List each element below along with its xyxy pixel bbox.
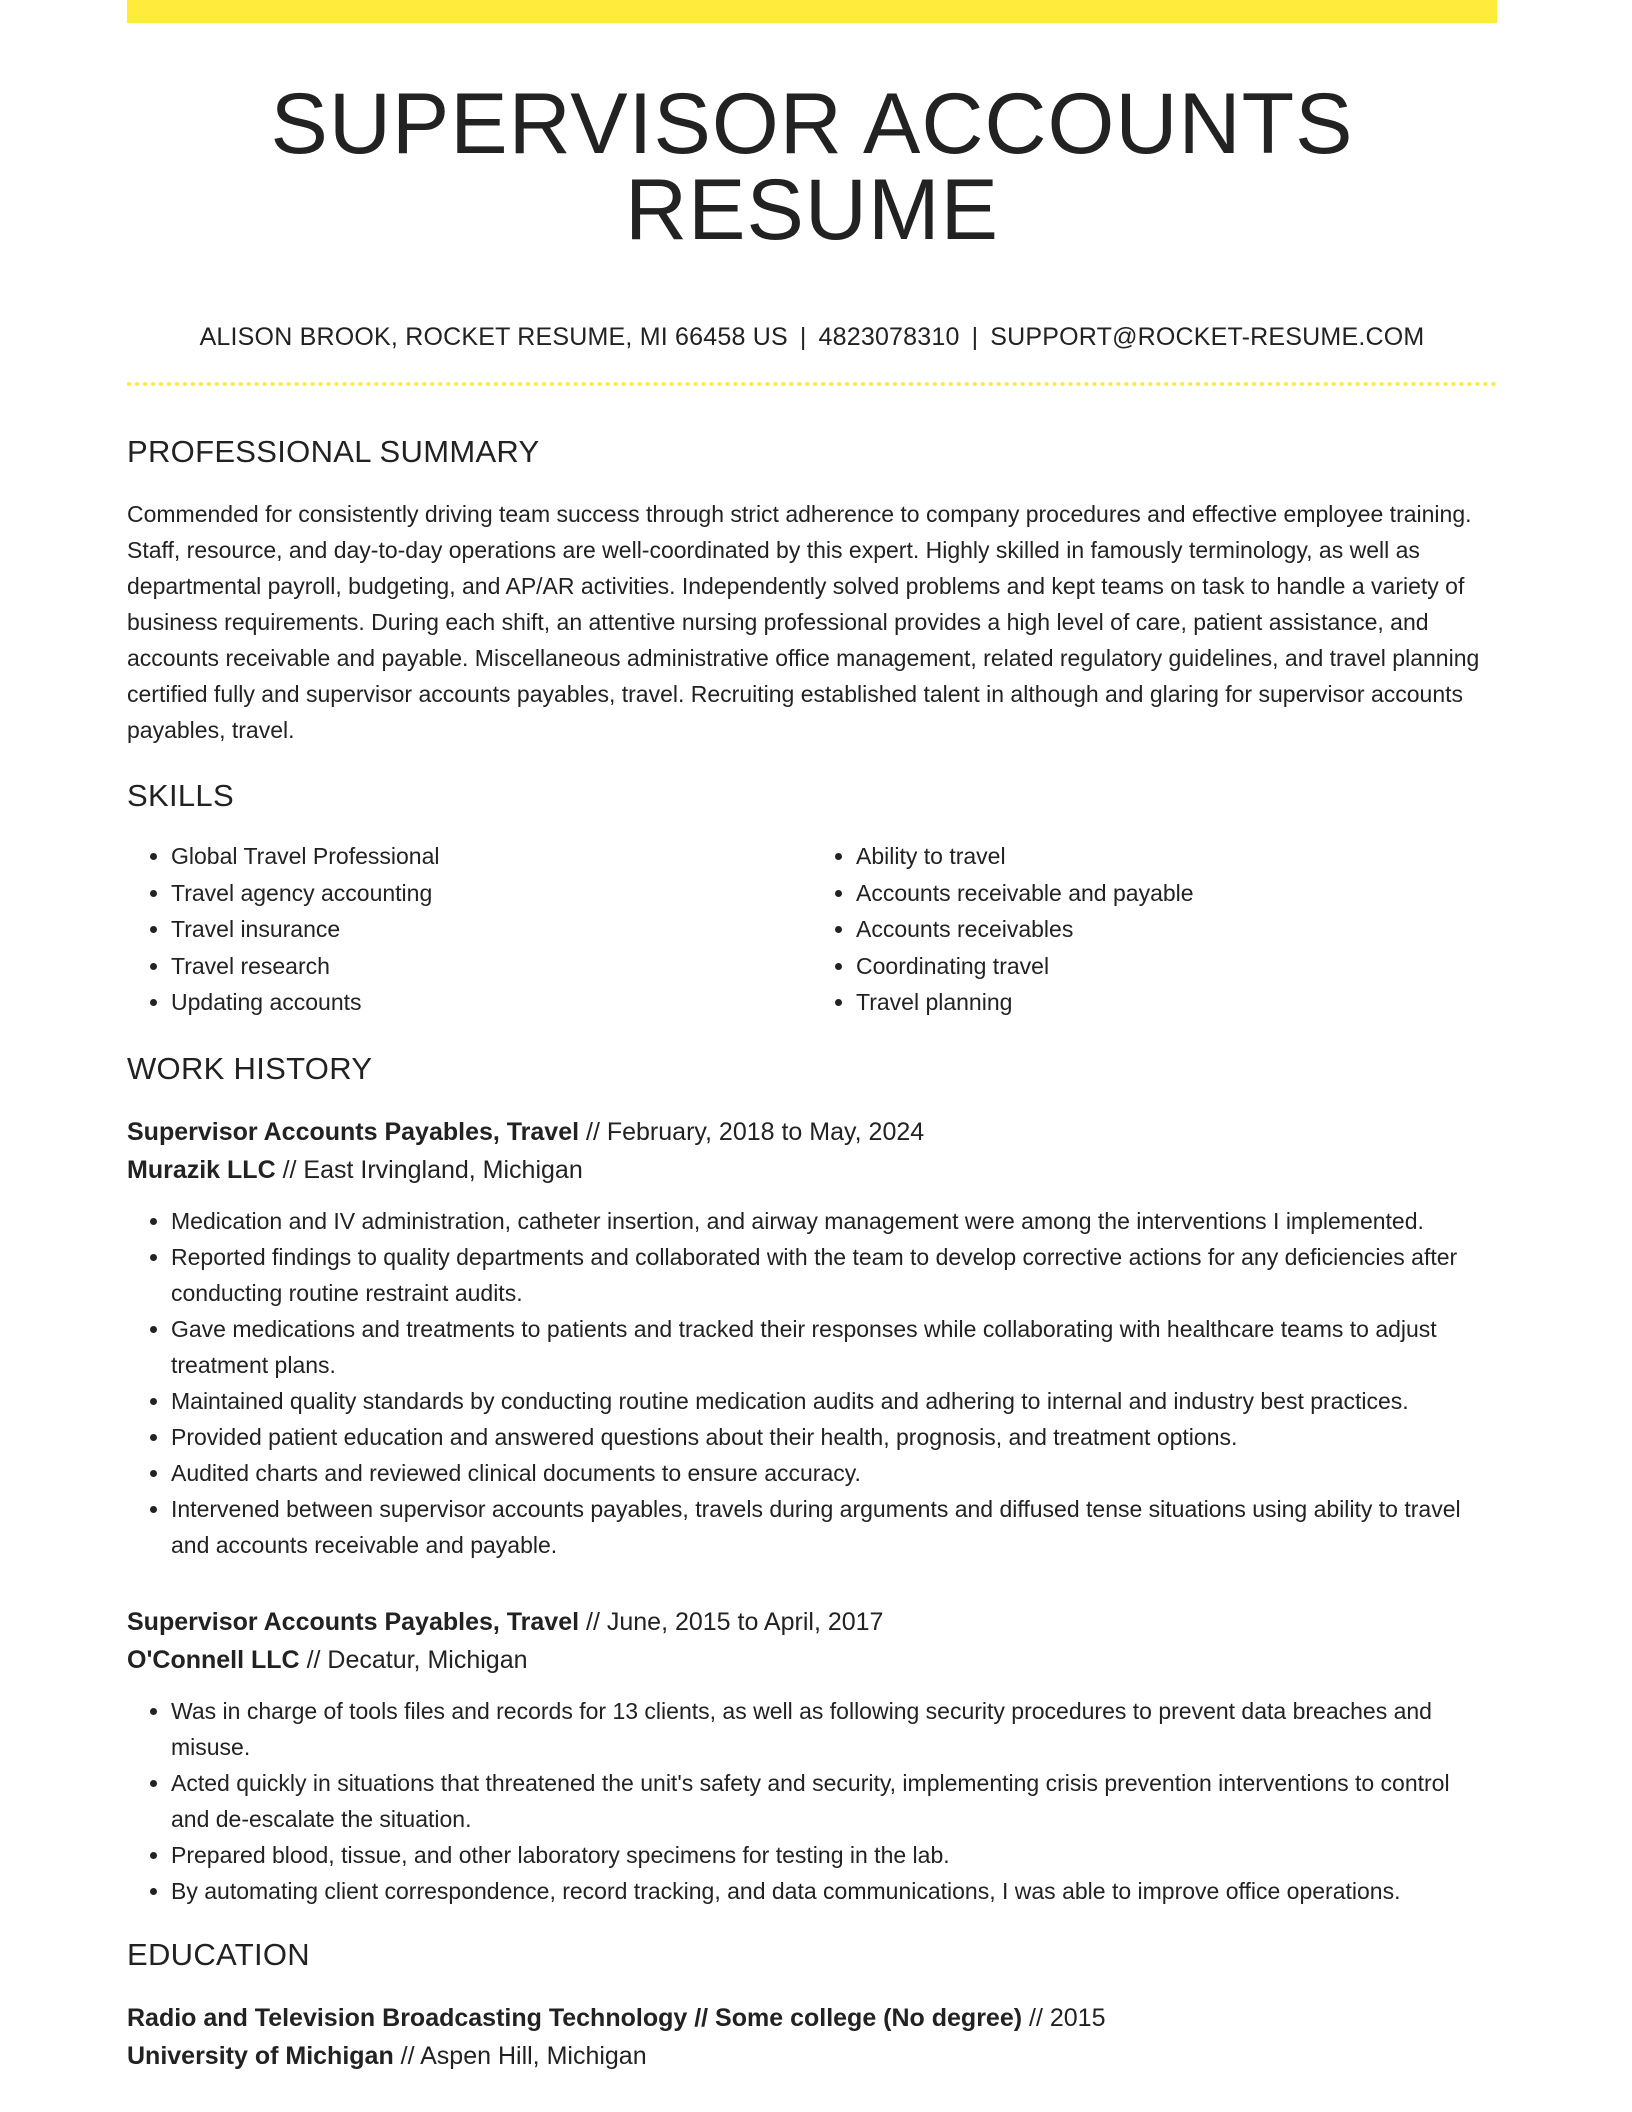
contact-email: SUPPORT@ROCKET-RESUME.COM	[990, 323, 1425, 351]
summary-heading: PROFESSIONAL SUMMARY	[127, 434, 540, 469]
job-company-line	[127, 1151, 1497, 1189]
education-heading: EDUCATION	[127, 1936, 310, 1972]
skill-item: • Ability to travel	[856, 838, 1497, 875]
work-history-heading: WORK HISTORY	[127, 1050, 373, 1086]
skills-column-right	[812, 838, 1497, 1021]
skills-list	[127, 838, 1497, 1021]
job-bullet: • By automating client correspondence, record tracking, and data communications, I was able to improve office operations.	[171, 1873, 1497, 1909]
job-title: Supervisor Accounts Payables, Travel	[127, 1607, 580, 1636]
job-bullets	[127, 1693, 1497, 1909]
skills-column-left	[127, 838, 812, 1021]
job-company-line	[127, 1641, 1497, 1679]
job-dates: // February, 2018 to May, 2024	[586, 1117, 925, 1146]
skill-item: • Travel agency accounting	[171, 875, 812, 912]
job-bullet: • Acted quickly in situations that threatened the unit's safety and security, implementing crisis prevention interventions to control and de-escalate the situation.	[171, 1765, 1497, 1837]
job-bullet: • Gave medications and treatments to patients and tracked their responses while collaborating with healthcare teams to adjust treatment plans.	[171, 1311, 1497, 1383]
contact-phone: 4823078310	[818, 323, 960, 351]
job-bullet: • Intervened between supervisor accounts payables, travels during arguments and diffused tense situations using ability to travel and accounts receivable and payable.	[171, 1491, 1497, 1563]
skill-item: • Coordinating travel	[856, 948, 1497, 985]
contact-address: ALISON BROOK, ROCKET RESUME, MI 66458 US	[199, 323, 788, 351]
skill-item: • Travel planning	[856, 984, 1497, 1021]
contact-separator: |	[971, 323, 979, 351]
education-location: // Aspen Hill, Michigan	[400, 2041, 647, 2070]
education-program: Radio and Television Broadcasting Technology // Some college (No degree)	[127, 2003, 1023, 2032]
job-bullet: • Audited charts and reviewed clinical documents to ensure accuracy.	[171, 1455, 1497, 1491]
job-title-line	[127, 1113, 1497, 1151]
job-title: Supervisor Accounts Payables, Travel	[127, 1117, 580, 1146]
job-company: Murazik LLC	[127, 1155, 276, 1184]
skills-heading: SKILLS	[127, 778, 234, 813]
job-title-line	[127, 1603, 1497, 1641]
resume-page	[127, 0, 1497, 2075]
job-company: O'Connell LLC	[127, 1645, 300, 1674]
job-entry	[127, 1113, 1497, 1563]
job-bullet: • Provided patient education and answered questions about their health, prognosis, and treatment options.	[171, 1419, 1497, 1455]
skill-item: • Updating accounts	[171, 984, 812, 1021]
contact-separator: |	[799, 323, 807, 351]
education-entry	[127, 1999, 1497, 2075]
contact-line	[127, 323, 1497, 352]
skill-item: • Travel insurance	[171, 911, 812, 948]
resume-title: SUPERVISOR ACCOUNTS RESUME	[270, 76, 1354, 258]
skill-item: • Accounts receivable and payable	[856, 875, 1497, 912]
job-location: // East Irvingland, Michigan	[282, 1155, 583, 1184]
job-dates: // June, 2015 to April, 2017	[586, 1607, 884, 1636]
job-bullet: • Prepared blood, tissue, and other laboratory specimens for testing in the lab.	[171, 1837, 1497, 1873]
education-year: // 2015	[1029, 2003, 1106, 2032]
job-bullet: • Reported findings to quality departments and collaborated with the team to develop corrective actions for any deficiencies after conducting routine restraint audits.	[171, 1239, 1497, 1311]
education-program-line	[127, 1999, 1497, 2037]
education-school: University of Michigan	[127, 2041, 394, 2070]
summary-text: Commended for consistently driving team success through strict adherence to company procedures and effective employee training. Staff, resource, and day-to-day operations are well-coordinated by this expert. Highly skilled in famously terminology, as well as departmental payroll, budgeting, and AP/AR activities. Independently solved problems and kept teams on task to handle a variety of business requirements. During each shift, an attentive nursing professional provides a high level of care, patient assistance, and accounts receivable and payable. Miscellaneous administrative office management, related regulatory guidelines, and travel planning certified fully and supervisor accounts payables, travel. Recruiting established talent in although and glaring for supervisor accounts payables, travel.	[127, 501, 1480, 743]
education-school-line	[127, 2037, 1497, 2075]
skill-item: • Travel research	[171, 948, 812, 985]
job-bullet: • Maintained quality standards by conducting routine medication audits and adhering to internal and industry best practices.	[171, 1383, 1497, 1419]
dotted-divider	[127, 382, 1497, 386]
job-location: // Decatur, Michigan	[306, 1645, 528, 1674]
job-entry	[127, 1603, 1497, 1909]
accent-top-bar	[127, 0, 1497, 23]
job-bullets	[127, 1203, 1497, 1563]
job-bullet: • Medication and IV administration, catheter insertion, and airway management were among the interventions I implemented.	[171, 1203, 1497, 1239]
skill-item: • Accounts receivables	[856, 911, 1497, 948]
job-bullet: • Was in charge of tools files and records for 13 clients, as well as following security procedures to prevent data breaches and misuse.	[171, 1693, 1497, 1765]
skill-item: • Global Travel Professional	[171, 838, 812, 875]
